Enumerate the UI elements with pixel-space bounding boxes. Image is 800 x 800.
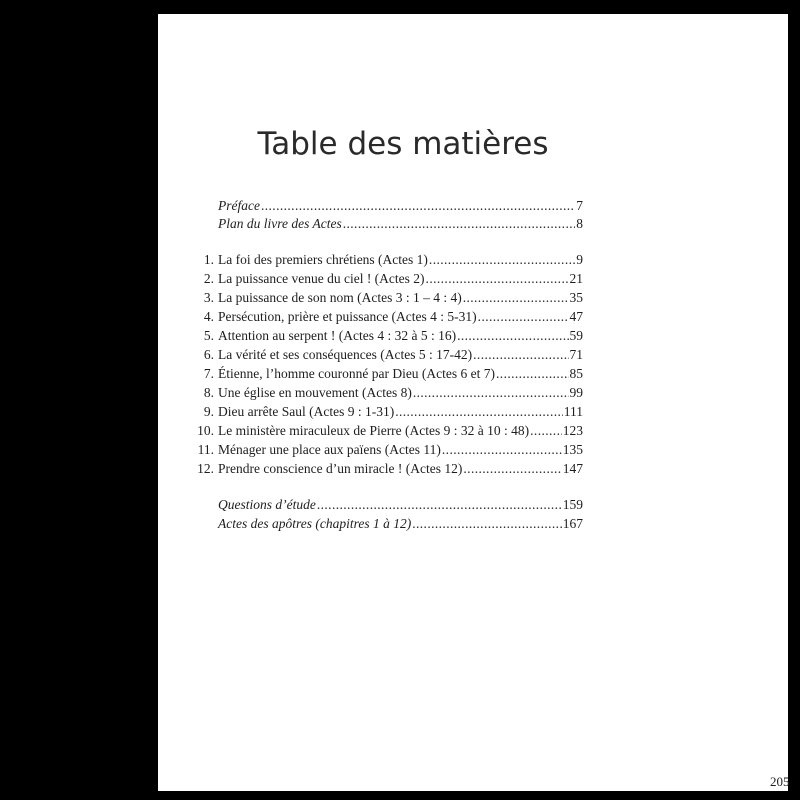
toc-entry-page: 85 <box>569 366 583 381</box>
toc-entry-label: Le ministère miraculeux de Pierre (Actes 9 : 32 à 10 : 48) <box>218 423 530 438</box>
toc-entry-label: La vérité et ses conséquences (Actes 5 : 17-42) <box>218 347 473 362</box>
toc-entry-label: Ménager une place aux païens (Actes 11) <box>218 442 441 457</box>
toc-entry-plan <box>218 216 583 234</box>
toc-entry-label: Une église en mouvement (Actes 8) <box>218 385 412 400</box>
leader-dots <box>412 516 562 532</box>
chapter-number: 6. <box>203 347 214 362</box>
leader-dots <box>395 404 563 420</box>
toc-entry-page: 147 <box>562 461 583 476</box>
toc-entry-page: 159 <box>562 497 583 512</box>
toc-entry-label: La puissance de son nom (Actes 3 : 1 – 4 : 4) <box>218 290 462 305</box>
book-page <box>158 14 788 791</box>
toc-entry-page: 9 <box>576 252 583 267</box>
leader-dots <box>343 216 576 232</box>
toc-entry-label: Étienne, l’homme couronné par Dieu (Actes 6 et 7) <box>218 366 496 381</box>
toc-entry-label: La foi des premiers chrétiens (Actes 1) <box>218 252 428 267</box>
toc-entry-page: 21 <box>569 271 583 286</box>
toc-chapter-10 <box>197 423 583 441</box>
page-number: 205 <box>770 774 790 789</box>
leader-dots <box>530 423 562 439</box>
chapter-number: 9. <box>203 404 214 419</box>
chapter-number: 3. <box>203 290 214 305</box>
toc-entry-label: Prendre conscience d’un miracle ! (Actes 12) <box>218 461 463 476</box>
toc-entry-page: 111 <box>563 404 583 419</box>
chapter-number: 4. <box>203 309 214 324</box>
toc-chapter-1 <box>203 252 583 270</box>
leader-dots <box>317 497 562 513</box>
toc-entry-label: Persécution, prière et puissance (Actes 4 : 5-31) <box>218 309 477 324</box>
chapter-number: 8. <box>203 385 214 400</box>
chapter-number: 7. <box>203 366 214 381</box>
toc-chapter-6 <box>203 347 583 365</box>
toc-entry-preface <box>218 198 583 216</box>
toc-entry-questions <box>218 497 583 515</box>
chapter-number: 2. <box>203 271 214 286</box>
page-title: Table des matières <box>257 126 549 162</box>
chapter-number: 11. <box>197 442 214 457</box>
leader-dots <box>413 385 569 401</box>
toc-entry-page: 8 <box>576 216 583 231</box>
toc-chapter-9 <box>203 404 583 422</box>
toc-entry-page: 35 <box>569 290 583 305</box>
leader-dots <box>261 198 575 214</box>
chapter-number: 5. <box>203 328 214 343</box>
toc-entry-page: 47 <box>569 309 583 324</box>
toc-chapter-11 <box>197 442 583 460</box>
toc-entry-page: 135 <box>562 442 583 457</box>
toc-chapter-12 <box>197 461 583 479</box>
leader-dots <box>426 271 569 287</box>
toc-chapter-3 <box>203 290 583 308</box>
chapter-number: 1. <box>203 252 214 267</box>
leader-dots <box>473 347 568 363</box>
toc-entry-page: 99 <box>569 385 583 400</box>
toc-entry-label: Attention au serpent ! (Actes 4 : 32 à 5 : 16) <box>218 328 457 343</box>
leader-dots <box>496 366 568 382</box>
toc-entry-label: Préface <box>218 198 260 213</box>
leader-dots <box>463 290 569 306</box>
toc-chapter-5 <box>203 328 583 346</box>
toc-chapter-4 <box>203 309 583 327</box>
leader-dots <box>463 461 561 477</box>
toc-entry-label: La puissance venue du ciel ! (Actes 2) <box>218 271 425 286</box>
toc-entry-label: Dieu arrête Saul (Actes 9 : 1-31) <box>218 404 395 419</box>
toc-entry-actes <box>218 516 583 534</box>
toc-chapter-7 <box>203 366 583 384</box>
chapter-number: 10. <box>197 423 214 438</box>
toc-entry-label: Questions d’étude <box>218 497 316 512</box>
leader-dots <box>442 442 562 458</box>
toc-entry-label: Plan du livre des Actes <box>218 216 342 231</box>
leader-dots <box>429 252 575 268</box>
toc-entry-page: 7 <box>576 198 583 213</box>
toc-entry-page: 167 <box>562 516 583 531</box>
leader-dots <box>478 309 569 325</box>
toc-entry-page: 59 <box>569 328 583 343</box>
table-of-contents <box>158 14 788 791</box>
toc-chapter-8 <box>203 385 583 403</box>
leader-dots <box>457 328 568 344</box>
toc-entry-label: Actes des apôtres (chapitres 1 à 12) <box>218 516 412 531</box>
toc-entry-page: 71 <box>569 347 583 362</box>
toc-entry-page: 123 <box>562 423 583 438</box>
toc-chapter-2 <box>203 271 583 289</box>
chapter-number: 12. <box>197 461 214 476</box>
